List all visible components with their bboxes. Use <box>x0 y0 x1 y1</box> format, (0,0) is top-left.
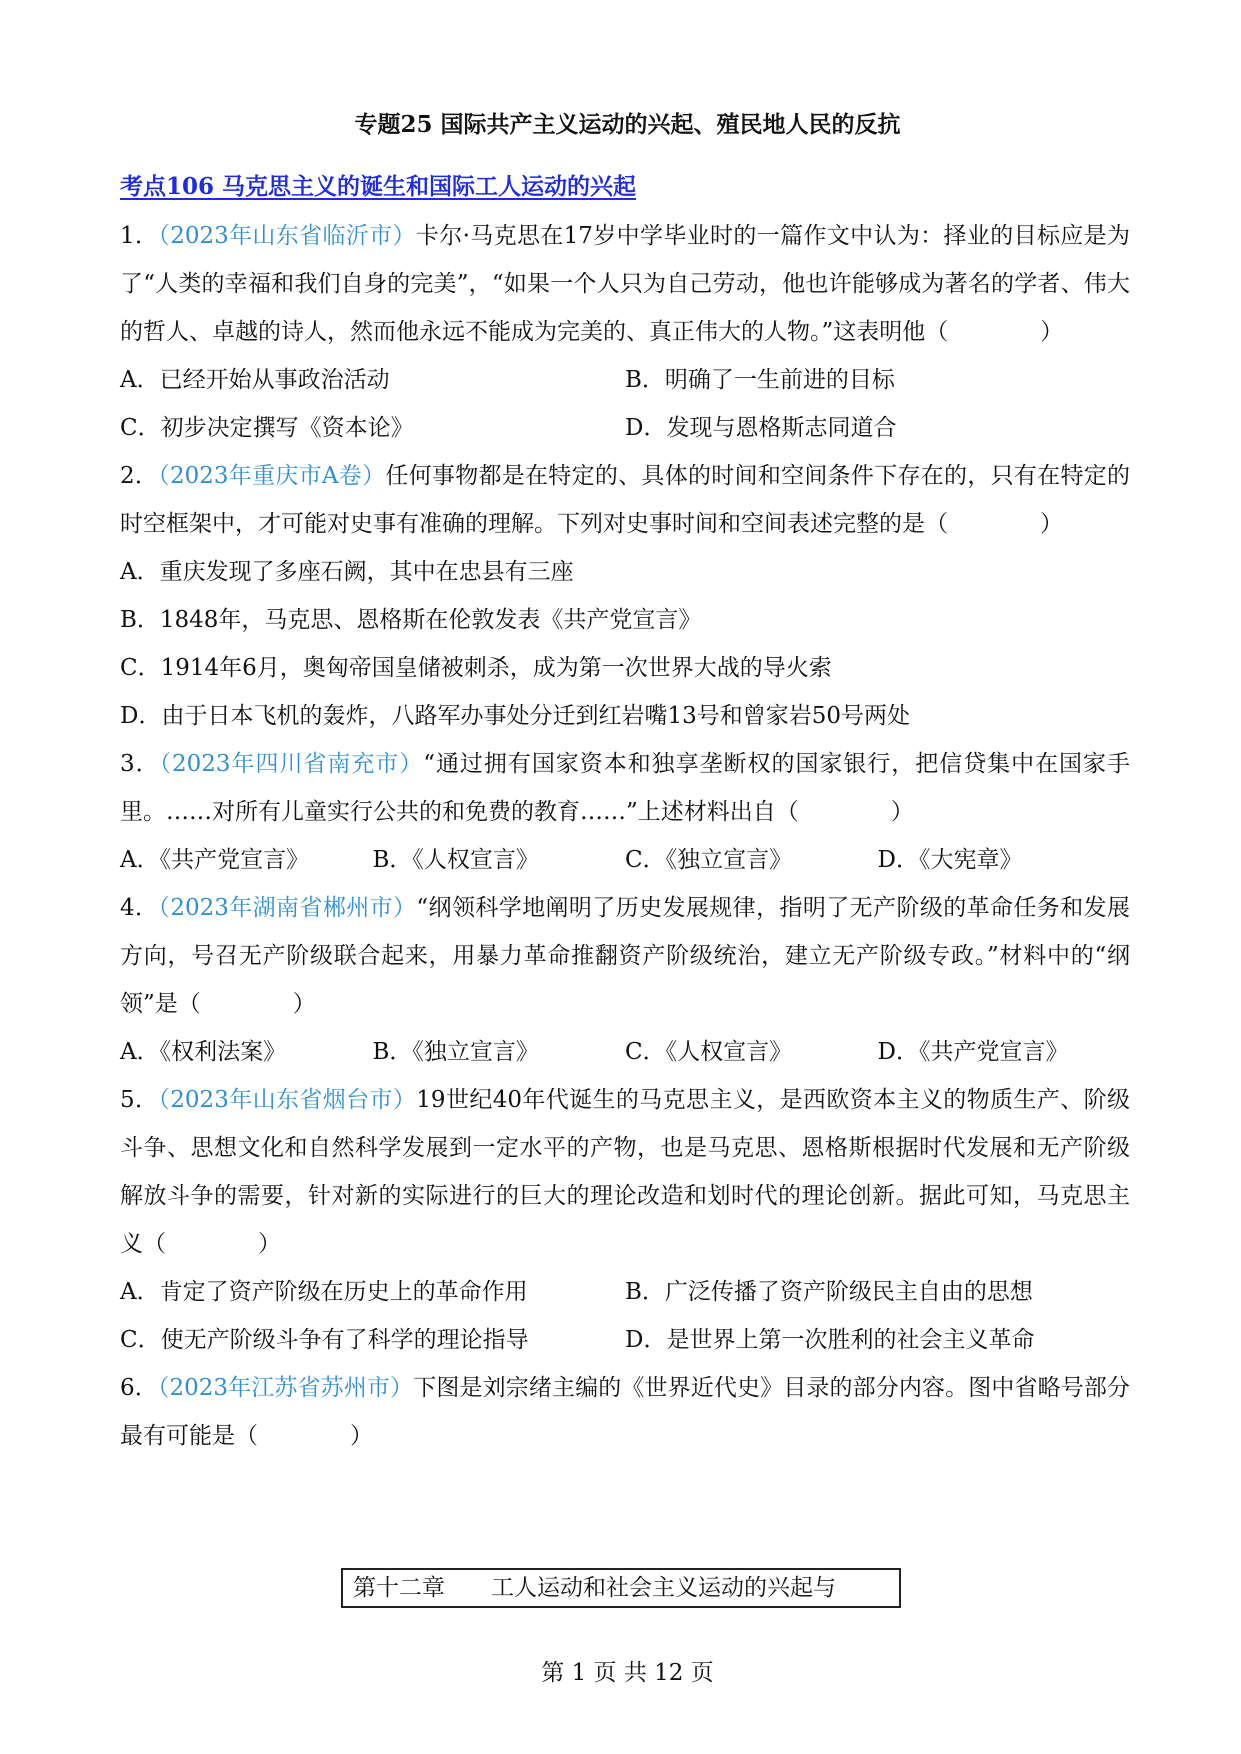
question-1 <box>120 212 1130 452</box>
option-c: C．初步决定撰写《资本论》 <box>120 415 414 441</box>
figure-chapter: 第十二章 <box>353 1575 445 1601</box>
question-5-options <box>120 1268 1130 1364</box>
question-2 <box>120 452 1130 740</box>
question-4-options <box>120 1028 1130 1076</box>
option-c: C．《独立宣言》 <box>625 847 793 873</box>
question-number: 5． <box>120 1087 159 1113</box>
option-b: B．广泛传播了资产阶级民主自由的思想 <box>625 1279 1033 1305</box>
question-3-options <box>120 836 1130 884</box>
question-number: 6． <box>120 1375 158 1401</box>
question-5 <box>120 1076 1130 1364</box>
question-2-text <box>120 452 1130 548</box>
question-source: （2023年湖南省郴州市） <box>158 895 417 921</box>
question-source: （2023年山东省烟台市） <box>158 1087 417 1113</box>
question-number: 4． <box>120 895 159 921</box>
section-heading-link[interactable]: 考点106 马克思主义的诞生和国际工人运动的兴起 <box>120 173 637 200</box>
table-of-contents-figure <box>341 1568 901 1608</box>
question-stem: 下图是刘宗绪主编的《世界近代史》目录的部分内容。图中省略号部分最有可能是（ ） <box>120 1375 1130 1449</box>
question-2-options <box>120 548 1130 740</box>
question-list <box>120 212 1130 1460</box>
question-6 <box>120 1364 1130 1460</box>
option-d: D．由于日本飞机的轰炸，八路军办事处分迁到红岩嘴13号和曾家岩50号两处 <box>120 703 910 729</box>
option-c: C．1914年6月，奥匈帝国皇储被刺杀，成为第一次世界大战的导火索 <box>120 655 832 681</box>
question-source: （2023年四川省南充市） <box>159 751 424 777</box>
question-stem: 卡尔·马克思在17岁中学毕业时的一篇作文中认为：择业的目标应是为了“人类的幸福和我们自身的完美”，“如果一个人只为自己劳动，他也许能够成为著名的学者、伟大的哲人、卓越的诗人，然而他永远不能成为完美的、真正伟大的人物。”这表明他（ ） <box>120 223 1130 345</box>
question-number: 3． <box>120 751 160 777</box>
question-stem: 任何事物都是在特定的、具体的时间和空间条件下存在的，只有在特定的时空框架中，才可能对史事有准确的理解。下列对史事时间和空间表述完整的是（ ） <box>120 463 1130 537</box>
figure-heading: 工人运动和社会主义运动的兴起与 <box>491 1575 836 1601</box>
option-d: D．发现与恩格斯志同道合 <box>625 415 897 441</box>
option-b: B．1848年，马克思、恩格斯在伦敦发表《共产党宣言》 <box>120 607 702 633</box>
question-1-options <box>120 356 1130 452</box>
question-3-text <box>120 740 1130 836</box>
option-d: D．《大宪章》 <box>877 847 1023 873</box>
option-b: B．《人权宣言》 <box>372 847 539 873</box>
option-a: A．《权利法案》 <box>120 1039 287 1065</box>
option-b: B．《独立宣言》 <box>372 1039 539 1065</box>
question-4-text <box>120 884 1130 1028</box>
option-b: B．明确了一生前进的目标 <box>625 367 895 393</box>
question-stem: “通过拥有国家资本和独享垄断权的国家银行，把信贷集中在国家手里。……对所有儿童实行公共的和免费的教育……”上述材料出自（ ） <box>120 751 1130 825</box>
question-stem: 19世纪40年代诞生的马克思主义，是西欧资本主义的物质生产、阶级斗争、思想文化和自然科学发展到一定水平的产物，也是马克思、恩格斯根据时代发展和无产阶级解放斗争的需要，针对新的实际进行的巨大的理论改造和划时代的理论创新。据此可知，马克思主义（ ） <box>120 1087 1130 1257</box>
page-title: 专题25 国际共产主义运动的兴起、殖民地人民的反抗 <box>354 111 901 138</box>
question-stem: “纲领科学地阐明了历史发展规律，指明了无产阶级的革命任务和发展方向，号召无产阶级联合起来，用暴力革命推翻资产阶级统治，建立无产阶级专政。”材料中的“纲领”是（ ） <box>120 895 1130 1017</box>
question-source: （2023年山东省临沂市） <box>158 223 416 249</box>
question-number: 1． <box>120 223 159 249</box>
question-source: （2023年重庆市A卷） <box>158 463 386 489</box>
option-d: D．《共产党宣言》 <box>877 1039 1069 1065</box>
question-1-text <box>120 212 1130 356</box>
question-6-text <box>120 1364 1130 1460</box>
option-d: D．是世界上第一次胜利的社会主义革命 <box>625 1327 1035 1353</box>
question-3 <box>120 740 1130 884</box>
question-5-text <box>120 1076 1130 1268</box>
option-a: A．《共产党宣言》 <box>120 847 310 873</box>
question-4 <box>120 884 1130 1076</box>
option-c: C．使无产阶级斗争有了科学的理论指导 <box>120 1327 529 1353</box>
option-a: A．已经开始从事政治活动 <box>120 367 390 393</box>
option-c: C．《人权宣言》 <box>625 1039 793 1065</box>
question-source: （2023年江苏省苏州市） <box>157 1375 414 1401</box>
page-footer: 第 1 页 共 12 页 <box>541 1660 714 1686</box>
option-a: A．肯定了资产阶级在历史上的革命作用 <box>120 1279 528 1305</box>
option-a: A．重庆发现了多座石阙，其中在忠县有三座 <box>120 559 574 585</box>
question-number: 2． <box>120 463 159 489</box>
